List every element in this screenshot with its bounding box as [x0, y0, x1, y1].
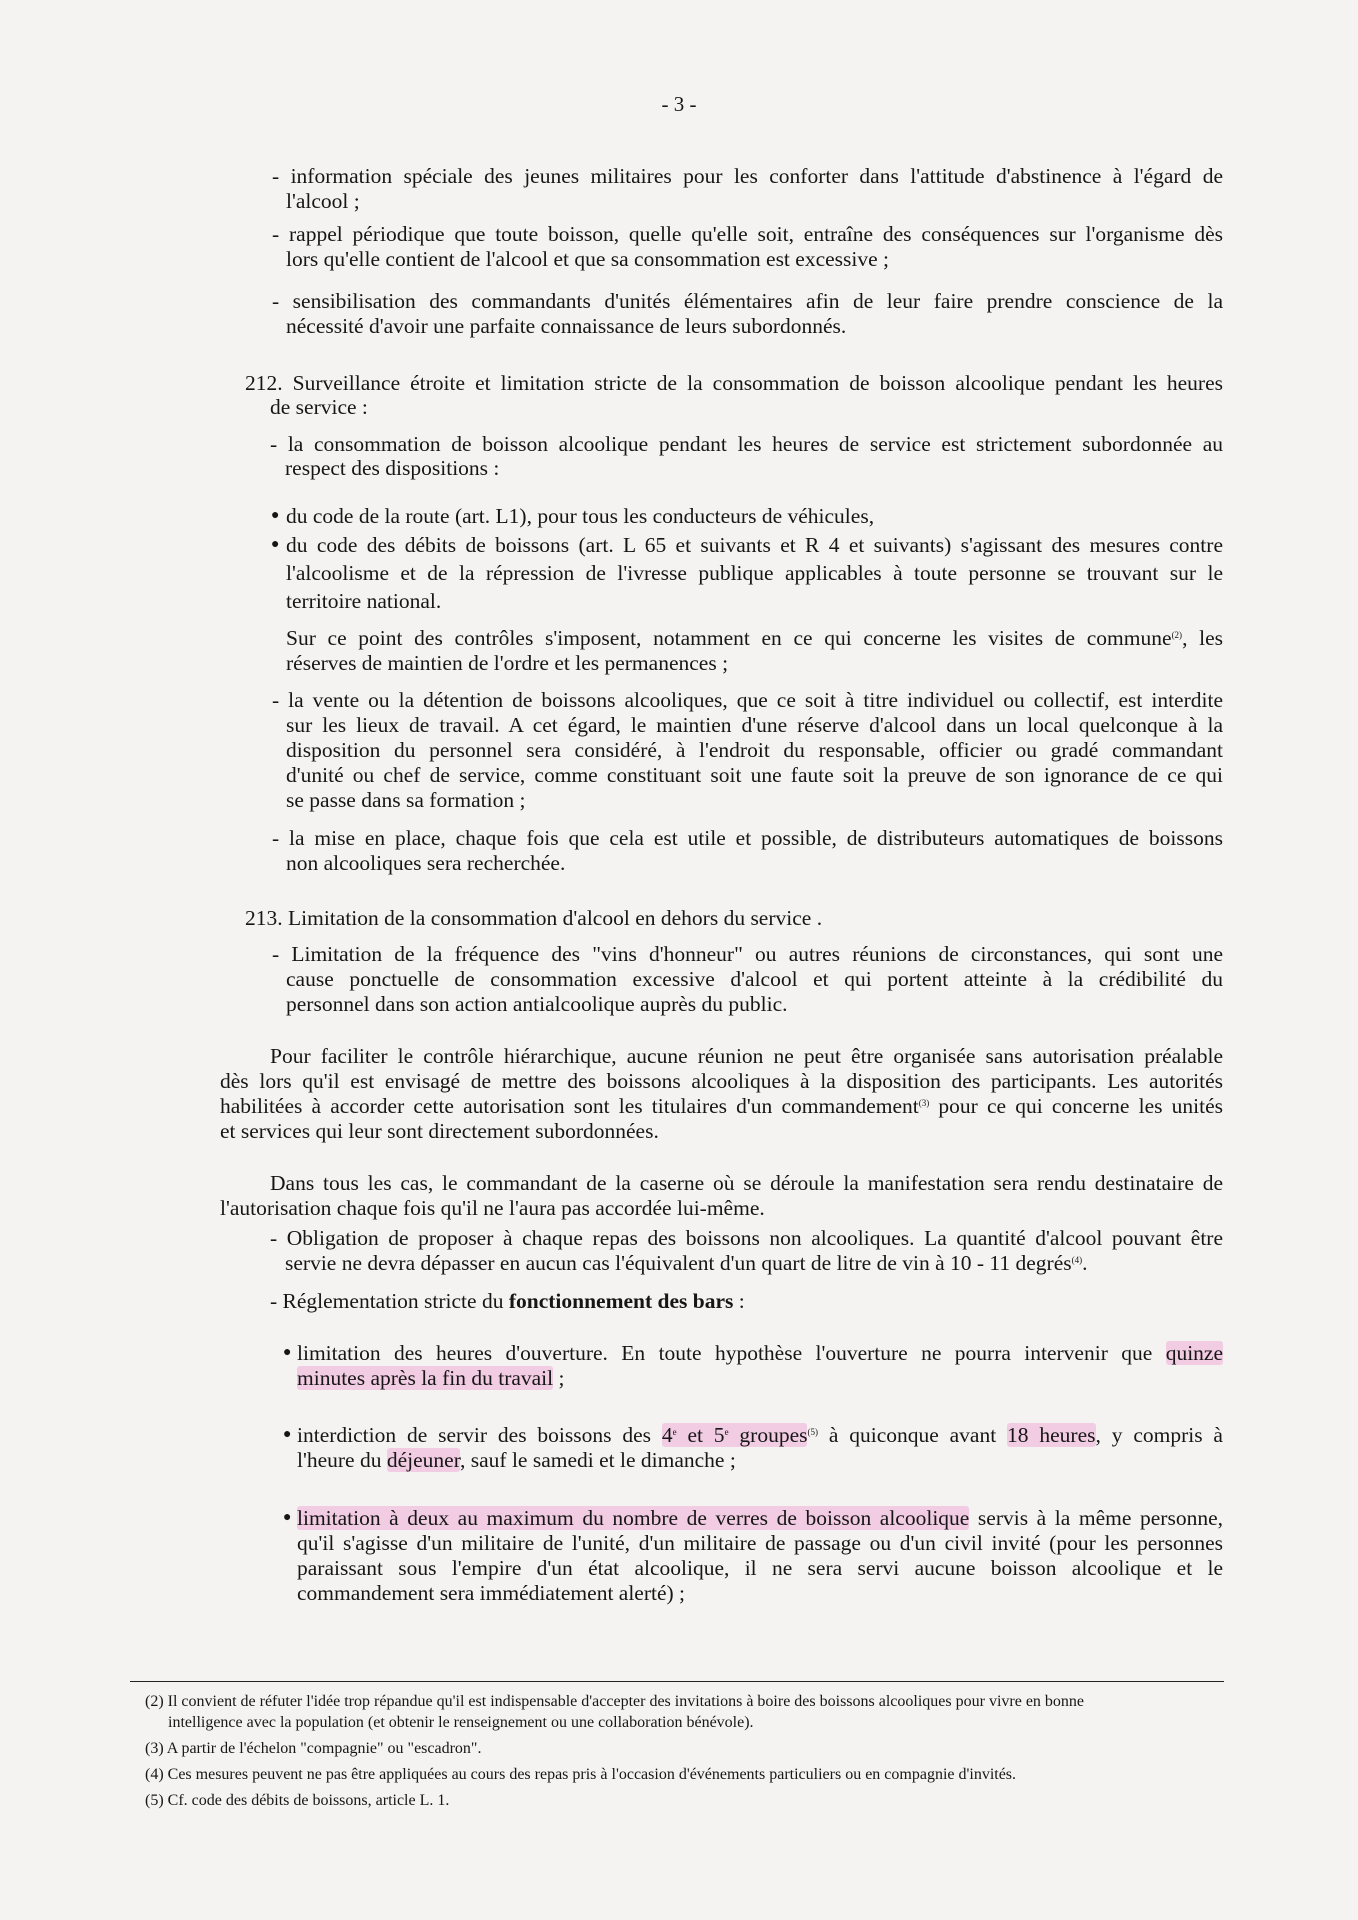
sec213-para1-line3: habilitées à accorder cette autorisation sont les titulaires d'un commandement$^{(3)}$ pour ce qui concerne les unités: [220, 1094, 1223, 1118]
bullet-dot: ●: [271, 508, 280, 523]
sec212-controls-line2: réserves de maintien de l'ordre et les permanences ;: [286, 651, 729, 675]
sec212-controls-line1: Sur ce point des contrôles s'imposent, notamment en ce qui concerne les visites de commune$^{(2)}$, les: [286, 626, 1223, 650]
footnote-ref-5: (5): [807, 1427, 818, 1437]
bullet-dot: ●: [283, 1345, 292, 1360]
sec212-item1-line2: respect des dispositions :: [285, 456, 500, 480]
bars-bullet3-line2: qu'il s'agisse d'un militaire de l'unité, d'un militaire de passage ou d'un civil invité (pour les personnes: [297, 1531, 1223, 1555]
sec212-sale-line4: d'unité ou chef de service, comme constituant soit une faute soit la preuve de son ignorance de ce qui: [286, 763, 1223, 787]
sec211-item-1-line2: l'alcool ;: [286, 189, 360, 213]
page-number: - 3 -: [661, 92, 697, 116]
highlight: minutes après la fin du travail: [297, 1366, 554, 1390]
bars-bullet2-line2: l'heure du déjeuner, sauf le samedi et le dimanche ;: [297, 1448, 736, 1472]
highlight: quinze: [1165, 1341, 1223, 1365]
sec212-heading-line1: 212. Surveillance étroite et limitation stricte de la consommation de boisson alcoolique pendant les heures: [245, 371, 1223, 395]
highlight: déjeuner: [386, 1448, 460, 1472]
sec213-para1-line4: et services qui leur sont directement subordonnées.: [220, 1119, 659, 1143]
footnote-3: (3) A partir de l'échelon "compagnie" ou "escadron".: [145, 1740, 482, 1757]
bars-bullet3-line1: limitation à deux au maximum du nombre de verres de boisson alcoolique servis à la même personne,: [297, 1506, 1223, 1530]
sec213-para2-line2: l'autorisation chaque fois qu'il ne l'aura pas accordée lui-même.: [220, 1196, 765, 1220]
sec213-vins-line3: personnel dans son action antialcoolique auprès du public.: [286, 992, 788, 1016]
bars-emphasis: fonctionnement des bars: [508, 1289, 734, 1313]
sec213-oblig-line1: - Obligation de proposer à chaque repas des boissons non alcooliques. La quantité d'alcool pouvant être: [270, 1226, 1223, 1250]
sec212-bullet2-line3: territoire national.: [286, 589, 442, 613]
bars-bullet3-line3: paraissant sous l'empire d'un état alcoolique, il ne sera servi aucune boisson alcoolique et le: [297, 1556, 1223, 1580]
sec211-item-1-line1: - information spéciale des jeunes militaires pour les conforter dans l'attitude d'abstinence à l'égard de: [272, 164, 1223, 188]
sec211-item-2-line2: lors qu'elle contient de l'alcool et que sa consommation est excessive ;: [286, 247, 890, 271]
bullet-dot: ●: [283, 1510, 292, 1525]
sec212-dist-line1: - la mise en place, chaque fois que cela est utile et possible, de distributeurs automatiques de boissons: [272, 826, 1223, 850]
sec211-item-3-line1: - sensibilisation des commandants d'unités élémentaires afin de leur faire prendre conscience de la: [272, 289, 1223, 313]
sec212-sale-line5: se passe dans sa formation ;: [286, 788, 526, 812]
sec212-bullet1: du code de la route (art. L1), pour tous les conducteurs de véhicules,: [286, 504, 875, 528]
sec213-regl: - Réglementation stricte du fonctionnement des bars :: [270, 1289, 745, 1313]
highlight: 18 heures: [1007, 1423, 1096, 1447]
footnote-2-line2: intelligence avec la population (et obtenir le renseignement ou une collaboration bénévole).: [168, 1714, 754, 1731]
footnote-ref-2: (2): [1171, 630, 1183, 640]
sec212-sale-line3: disposition du personnel sera considéré, à l'endroit du responsable, officier ou gradé commandant: [286, 738, 1223, 762]
sec212-bullet2-line1: du code des débits de boissons (art. L 65 et suivants et R 4 et suivants) s'agissant des mesures contre: [286, 533, 1223, 557]
footnote-ref-4: (4): [1071, 1255, 1083, 1265]
sec212-sale-line1: - la vente ou la détention de boissons alcooliques, que ce soit à titre individuel ou collectif, est interdite: [272, 688, 1223, 712]
sec213-heading: 213. Limitation de la consommation d'alcool en dehors du service .: [245, 906, 823, 930]
bars-bullet1-line1: limitation des heures d'ouverture. En toute hypothèse l'ouverture ne pourra intervenir que quinze: [297, 1341, 1223, 1365]
sec212-item1-line1: - la consommation de boisson alcoolique pendant les heures de service est strictement subordonnée au: [270, 432, 1223, 456]
sec213-para1-line1: Pour faciliter le contrôle hiérarchique, aucune réunion ne peut être organisée sans autorisation préalable: [270, 1044, 1223, 1068]
sec212-sale-line2: sur les lieux de travail. A cet égard, le maintien d'une réserve d'alcool dans un local quelconque à la: [286, 713, 1223, 737]
sec212-dist-line2: non alcooliques sera recherchée.: [286, 851, 566, 875]
highlight: limitation à deux au maximum du nombre de verres de boisson alcoolique: [297, 1506, 970, 1530]
footnote-ref-3: (3): [918, 1098, 930, 1108]
sec213-para2-line1: Dans tous les cas, le commandant de la caserne où se déroule la manifestation sera rendu destinataire de: [270, 1171, 1223, 1195]
sec211-item-3-line2: nécessité d'avoir une parfaite connaissance de leurs subordonnés.: [286, 314, 847, 338]
sec213-vins-line1: - Limitation de la fréquence des "vins d'honneur" ou autres réunions de circonstances, qui sont une: [272, 942, 1223, 966]
sec213-para1-line2: dès lors qu'il est envisagé de mettre des boissons alcooliques à la disposition des participants. Les autorités: [220, 1069, 1223, 1093]
footnote-5: (5) Cf. code des débits de boissons, article L. 1.: [145, 1792, 450, 1809]
bullet-dot: ●: [283, 1427, 292, 1442]
highlight: 4e et 5e groupes: [661, 1423, 808, 1447]
bullet-dot: ●: [271, 537, 280, 552]
sec213-vins-line2: cause ponctuelle de consommation excessive d'alcool et qui portent atteinte à la crédibilité du: [286, 967, 1223, 991]
bars-bullet1-line2: minutes après la fin du travail ;: [297, 1366, 565, 1390]
footnote-separator: [130, 1681, 1224, 1682]
footnote-2-line1: (2) Il convient de réfuter l'idée trop répandue qu'il est indispensable d'accepter des invitations à boire des boissons alcooliques pour vivre en bonne: [145, 1693, 1085, 1710]
bars-bullet2-line1: interdiction de servir des boissons des 4e et 5e groupes$^{(5)}$ à quiconque avant 18 heures, y compris à: [297, 1423, 1223, 1447]
sec212-heading-line2: de service :: [270, 395, 368, 419]
sec211-item-2-line1: - rappel périodique que toute boisson, quelle qu'elle soit, entraîne des conséquences sur l'organisme dès: [272, 222, 1223, 246]
footnote-4: (4) Ces mesures peuvent ne pas être appliquées au cours des repas pris à l'occasion d'événements particuliers ou en compagnie d'invités.: [145, 1766, 1017, 1783]
bars-bullet3-line4: commandement sera immédiatement alerté) ;: [297, 1581, 686, 1605]
sec213-oblig-line2: servie ne devra dépasser en aucun cas l'équivalent d'un quart de litre de vin à 10 - 11 degrés$^{(4)}$.: [285, 1251, 1088, 1275]
sec212-bullet2-line2: l'alcoolisme et de la répression de l'ivresse publique applicables à toute personne se trouvant sur le: [286, 561, 1223, 585]
